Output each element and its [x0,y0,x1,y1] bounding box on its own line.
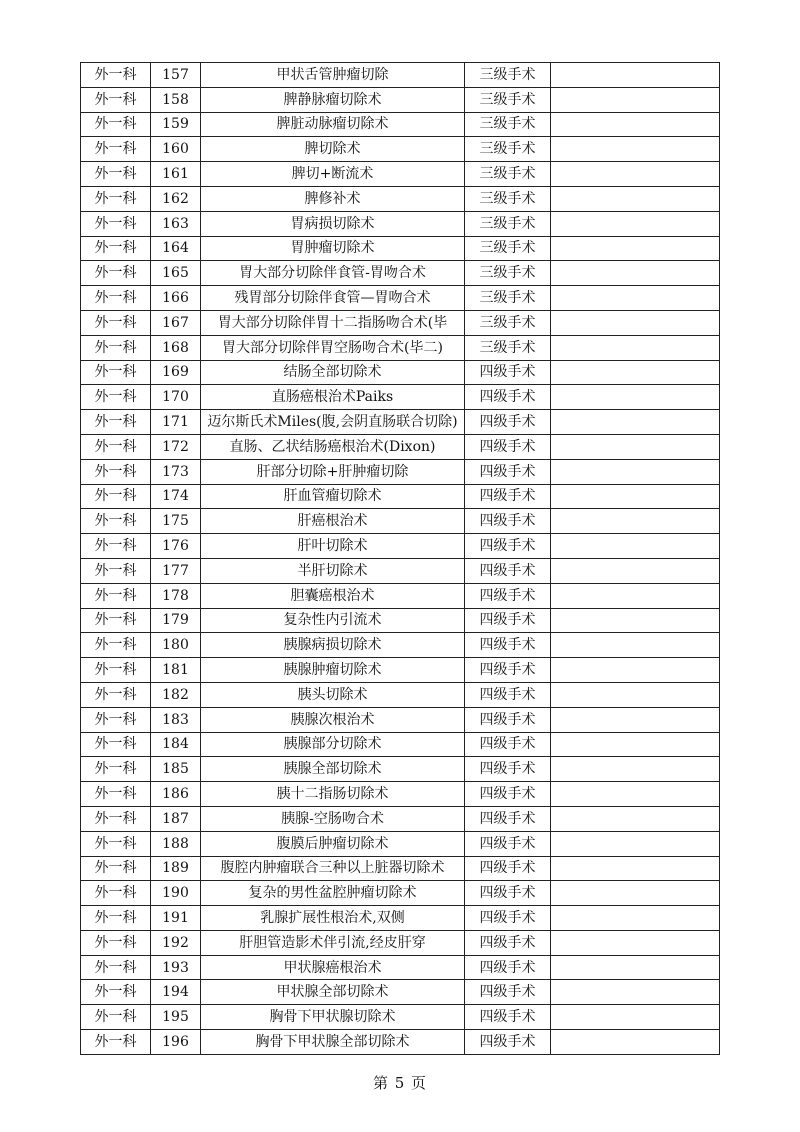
table-row [81,211,720,236]
procedure-name-cell: 腹腔内肿瘤联合三种以上脏器切除术 [201,856,465,881]
table-row [81,906,720,931]
table-row [81,186,720,211]
department-cell: 外一科 [81,881,151,906]
table-row [81,484,720,509]
table-row [81,286,720,311]
remark-cell [551,881,720,906]
serial-number-cell: 171 [151,410,201,435]
serial-number-cell: 194 [151,980,201,1005]
procedure-name-cell: 胰十二指肠切除术 [201,782,465,807]
remark-cell [551,186,720,211]
remark-cell [551,534,720,559]
surgery-level-cell: 四级手术 [465,633,551,658]
department-cell: 外一科 [81,658,151,683]
surgery-level-cell: 四级手术 [465,1005,551,1030]
procedure-name-cell: 肝叶切除术 [201,534,465,559]
surgery-level-cell: 三级手术 [465,63,551,88]
department-cell: 外一科 [81,310,151,335]
surgery-level-cell: 四级手术 [465,831,551,856]
serial-number-cell: 164 [151,236,201,261]
remark-cell [551,906,720,931]
department-cell: 外一科 [81,286,151,311]
serial-number-cell: 170 [151,385,201,410]
remark-cell [551,286,720,311]
table-row [81,87,720,112]
procedure-name-cell: 半肝切除术 [201,558,465,583]
department-cell: 外一科 [81,509,151,534]
department-cell: 外一科 [81,534,151,559]
page-number: 第 5 页 [372,1074,428,1092]
department-cell: 外一科 [81,335,151,360]
table-row [81,856,720,881]
surgery-level-cell: 四级手术 [465,583,551,608]
serial-number-cell: 176 [151,534,201,559]
surgery-level-cell: 三级手术 [465,211,551,236]
department-cell: 外一科 [81,1030,151,1055]
remark-cell [551,509,720,534]
surgery-level-cell: 四级手术 [465,410,551,435]
department-cell: 外一科 [81,906,151,931]
surgery-level-cell: 四级手术 [465,509,551,534]
department-cell: 外一科 [81,682,151,707]
table-row [81,137,720,162]
department-cell: 外一科 [81,87,151,112]
serial-number-cell: 186 [151,782,201,807]
surgery-level-cell: 三级手术 [465,261,551,286]
department-cell: 外一科 [81,955,151,980]
procedure-name-cell: 迈尔斯氏术Miles(腹,会阴直肠联合切除) [201,410,465,435]
remark-cell [551,211,720,236]
remark-cell [551,583,720,608]
remark-cell [551,162,720,187]
table-row [81,162,720,187]
serial-number-cell: 188 [151,831,201,856]
serial-number-cell: 182 [151,682,201,707]
department-cell: 外一科 [81,236,151,261]
table-row [81,608,720,633]
procedure-name-cell: 腹膜后肿瘤切除术 [201,831,465,856]
procedure-name-cell: 甲状腺全部切除术 [201,980,465,1005]
remark-cell [551,87,720,112]
surgery-level-cell: 三级手术 [465,137,551,162]
procedure-name-cell: 胰腺全部切除术 [201,757,465,782]
table-row [81,509,720,534]
procedure-name-cell: 肝癌根治术 [201,509,465,534]
remark-cell [551,782,720,807]
serial-number-cell: 158 [151,87,201,112]
remark-cell [551,434,720,459]
table-row [81,831,720,856]
department-cell: 外一科 [81,608,151,633]
department-cell: 外一科 [81,360,151,385]
serial-number-cell: 190 [151,881,201,906]
department-cell: 外一科 [81,137,151,162]
surgery-level-cell: 三级手术 [465,236,551,261]
surgery-level-cell: 四级手术 [465,856,551,881]
table-row [81,112,720,137]
procedure-name-cell: 胃大部分切除伴食管-胃吻合术 [201,261,465,286]
department-cell: 外一科 [81,186,151,211]
procedure-name-cell: 结肠全部切除术 [201,360,465,385]
serial-number-cell: 185 [151,757,201,782]
procedure-name-cell: 直肠癌根治术Paiks [201,385,465,410]
surgery-level-cell: 三级手术 [465,335,551,360]
department-cell: 外一科 [81,459,151,484]
surgery-level-cell: 四级手术 [465,732,551,757]
surgery-level-cell: 四级手术 [465,658,551,683]
surgery-level-cell: 三级手术 [465,310,551,335]
table-row [81,1005,720,1030]
department-cell: 外一科 [81,112,151,137]
serial-number-cell: 172 [151,434,201,459]
procedure-name-cell: 脾静脉瘤切除术 [201,87,465,112]
table-row [81,633,720,658]
remark-cell [551,112,720,137]
remark-cell [551,137,720,162]
surgery-level-cell: 四级手术 [465,608,551,633]
procedure-name-cell: 脾切除术 [201,137,465,162]
remark-cell [551,757,720,782]
serial-number-cell: 195 [151,1005,201,1030]
surgery-level-cell: 三级手术 [465,87,551,112]
surgery-level-cell: 四级手术 [465,955,551,980]
serial-number-cell: 162 [151,186,201,211]
department-cell: 外一科 [81,410,151,435]
surgery-table-body [81,63,720,1055]
remark-cell [551,310,720,335]
table-row [81,881,720,906]
serial-number-cell: 175 [151,509,201,534]
procedure-name-cell: 残胃部分切除伴食管—胃吻合术 [201,286,465,311]
serial-number-cell: 163 [151,211,201,236]
department-cell: 外一科 [81,261,151,286]
surgery-level-cell: 三级手术 [465,162,551,187]
procedure-name-cell: 胃肿瘤切除术 [201,236,465,261]
procedure-name-cell: 胰头切除术 [201,682,465,707]
table-row [81,806,720,831]
table-row [81,930,720,955]
table-row [81,459,720,484]
serial-number-cell: 181 [151,658,201,683]
serial-number-cell: 196 [151,1030,201,1055]
surgery-level-cell: 四级手术 [465,906,551,931]
table-row [81,63,720,88]
procedure-name-cell: 甲状舌管肿瘤切除 [201,63,465,88]
department-cell: 外一科 [81,63,151,88]
serial-number-cell: 174 [151,484,201,509]
remark-cell [551,955,720,980]
table-row [81,385,720,410]
serial-number-cell: 189 [151,856,201,881]
serial-number-cell: 167 [151,310,201,335]
procedure-name-cell: 直肠、乙状结肠癌根治术(Dixon) [201,434,465,459]
serial-number-cell: 160 [151,137,201,162]
surgery-level-cell: 三级手术 [465,286,551,311]
table-row [81,980,720,1005]
procedure-name-cell: 胃大部分切除伴胃空肠吻合术(毕二) [201,335,465,360]
procedure-name-cell: 胰腺部分切除术 [201,732,465,757]
surgery-level-cell: 四级手术 [465,484,551,509]
remark-cell [551,1030,720,1055]
serial-number-cell: 191 [151,906,201,931]
table-row [81,757,720,782]
procedure-name-cell: 脾脏动脉瘤切除术 [201,112,465,137]
table-row [81,310,720,335]
remark-cell [551,1005,720,1030]
remark-cell [551,682,720,707]
remark-cell [551,410,720,435]
serial-number-cell: 169 [151,360,201,385]
remark-cell [551,707,720,732]
remark-cell [551,335,720,360]
surgery-level-cell: 四级手术 [465,1030,551,1055]
department-cell: 外一科 [81,831,151,856]
department-cell: 外一科 [81,558,151,583]
surgery-level-cell: 四级手术 [465,757,551,782]
remark-cell [551,831,720,856]
remark-cell [551,608,720,633]
surgery-level-cell: 四级手术 [465,434,551,459]
table-row [81,558,720,583]
procedure-name-cell: 肝部分切除+肝肿瘤切除 [201,459,465,484]
serial-number-cell: 177 [151,558,201,583]
procedure-name-cell: 肝胆管造影术伴引流,经皮肝穿 [201,930,465,955]
surgery-level-cell: 三级手术 [465,186,551,211]
serial-number-cell: 180 [151,633,201,658]
table-row [81,732,720,757]
serial-number-cell: 159 [151,112,201,137]
procedure-name-cell: 胸骨下甲状腺全部切除术 [201,1030,465,1055]
table-row [81,707,720,732]
remark-cell [551,732,720,757]
procedure-name-cell: 肝血管瘤切除术 [201,484,465,509]
remark-cell [551,558,720,583]
remark-cell [551,459,720,484]
remark-cell [551,980,720,1005]
department-cell: 外一科 [81,434,151,459]
department-cell: 外一科 [81,930,151,955]
procedure-name-cell: 胰腺次根治术 [201,707,465,732]
procedure-name-cell: 胰腺病损切除术 [201,633,465,658]
remark-cell [551,360,720,385]
serial-number-cell: 187 [151,806,201,831]
serial-number-cell: 183 [151,707,201,732]
remark-cell [551,484,720,509]
department-cell: 外一科 [81,856,151,881]
serial-number-cell: 168 [151,335,201,360]
serial-number-cell: 173 [151,459,201,484]
surgery-level-cell: 四级手术 [465,459,551,484]
department-cell: 外一科 [81,707,151,732]
department-cell: 外一科 [81,782,151,807]
department-cell: 外一科 [81,385,151,410]
serial-number-cell: 165 [151,261,201,286]
surgery-list-table [80,62,720,1055]
serial-number-cell: 193 [151,955,201,980]
table-row [81,955,720,980]
department-cell: 外一科 [81,1005,151,1030]
department-cell: 外一科 [81,162,151,187]
remark-cell [551,930,720,955]
serial-number-cell: 166 [151,286,201,311]
surgery-level-cell: 四级手术 [465,385,551,410]
remark-cell [551,806,720,831]
procedure-name-cell: 胃病损切除术 [201,211,465,236]
surgery-level-cell: 四级手术 [465,881,551,906]
surgery-level-cell: 四级手术 [465,534,551,559]
department-cell: 外一科 [81,583,151,608]
department-cell: 外一科 [81,806,151,831]
remark-cell [551,236,720,261]
department-cell: 外一科 [81,732,151,757]
table-row [81,236,720,261]
table-row [81,682,720,707]
table-row [81,782,720,807]
procedure-name-cell: 脾切+断流术 [201,162,465,187]
department-cell: 外一科 [81,211,151,236]
department-cell: 外一科 [81,633,151,658]
surgery-level-cell: 四级手术 [465,980,551,1005]
table-row [81,434,720,459]
procedure-name-cell: 胆囊癌根治术 [201,583,465,608]
surgery-level-cell: 三级手术 [465,112,551,137]
department-cell: 外一科 [81,757,151,782]
remark-cell [551,658,720,683]
procedure-name-cell: 乳腺扩展性根治术,双侧 [201,906,465,931]
department-cell: 外一科 [81,484,151,509]
procedure-name-cell: 复杂的男性盆腔肿瘤切除术 [201,881,465,906]
table-row [81,410,720,435]
table-row [81,335,720,360]
surgery-level-cell: 四级手术 [465,707,551,732]
surgery-level-cell: 四级手术 [465,558,551,583]
procedure-name-cell: 胃大部分切除伴胃十二指肠吻合术(毕 [201,310,465,335]
procedure-name-cell: 胰腺-空肠吻合术 [201,806,465,831]
remark-cell [551,261,720,286]
table-row [81,261,720,286]
serial-number-cell: 192 [151,930,201,955]
serial-number-cell: 178 [151,583,201,608]
remark-cell [551,856,720,881]
procedure-name-cell: 胸骨下甲状腺切除术 [201,1005,465,1030]
serial-number-cell: 179 [151,608,201,633]
remark-cell [551,633,720,658]
surgery-level-cell: 四级手术 [465,782,551,807]
procedure-name-cell: 脾修补术 [201,186,465,211]
remark-cell [551,385,720,410]
surgery-level-cell: 四级手术 [465,806,551,831]
procedure-name-cell: 复杂性内引流术 [201,608,465,633]
procedure-name-cell: 胰腺肿瘤切除术 [201,658,465,683]
table-row [81,583,720,608]
surgery-level-cell: 四级手术 [465,930,551,955]
surgery-level-cell: 四级手术 [465,682,551,707]
serial-number-cell: 161 [151,162,201,187]
table-row [81,360,720,385]
serial-number-cell: 184 [151,732,201,757]
procedure-name-cell: 甲状腺癌根治术 [201,955,465,980]
table-row [81,534,720,559]
remark-cell [551,63,720,88]
surgery-level-cell: 四级手术 [465,360,551,385]
table-row [81,1030,720,1055]
department-cell: 外一科 [81,980,151,1005]
table-row [81,658,720,683]
serial-number-cell: 157 [151,63,201,88]
